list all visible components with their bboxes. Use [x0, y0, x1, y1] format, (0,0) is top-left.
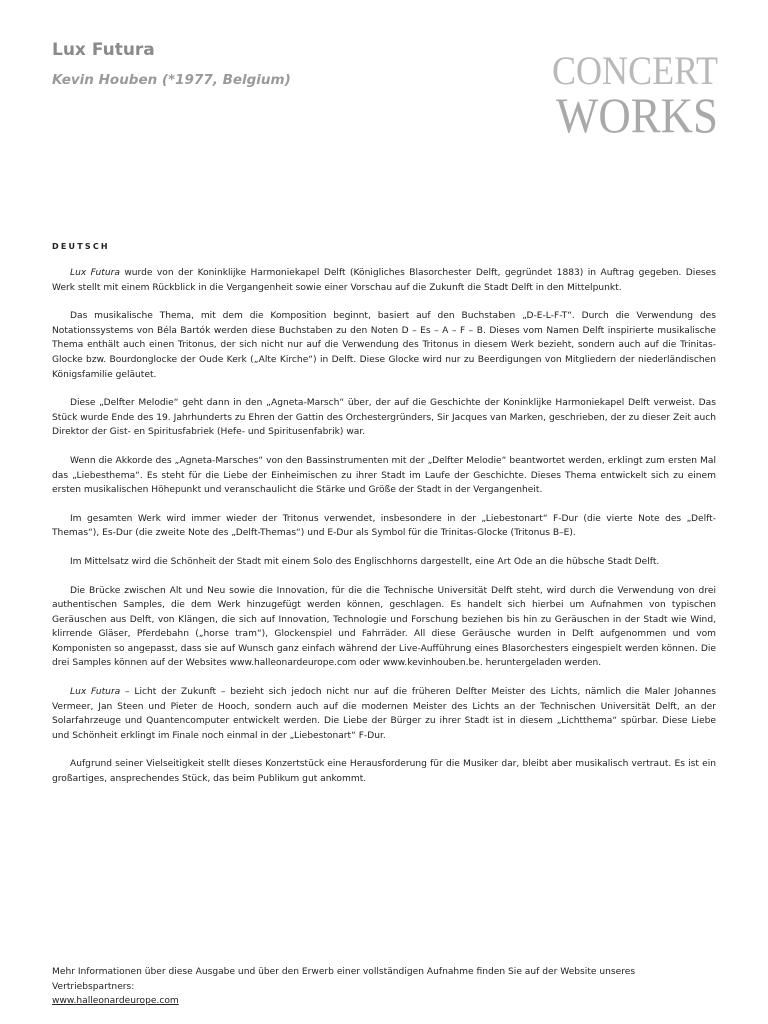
logo-line-works: WORKS — [556, 87, 718, 140]
paragraph: Im Mittelsatz wird die Schönheit der Stadt mit einem Solo des Englischhorns dargestellt, eine Art Ode an die hübsche Stadt Delft. — [70, 556, 660, 567]
document-title: Lux Futura — [52, 40, 155, 60]
paragraph: Lux Futura wurde von der Koninklijke Harmoniekapel Delft (Königliches Blasorchester Delft, gegründet 1883) in Auftrag gegeben. Dieses Werk stellt mit einem Rückblick in die Vergangenheit sowie einer Vorschau auf die Zukunft die Stadt Delft in den Mittelpunkt. — [52, 268, 716, 293]
distributor-link[interactable]: www.halleonardeurope.com — [52, 996, 179, 1007]
work-title-italic: Lux Futura — [70, 687, 121, 698]
footer — [52, 965, 716, 1009]
body-text — [52, 266, 716, 801]
footer-text: Mehr Informationen über diese Ausgabe und über den Erwerb einer vollständigen Aufnahme finden Sie auf der Website unseres Vertriebspartners: — [52, 967, 636, 992]
paragraph: Die Brücke zwischen Alt und Neu sowie die Innovation, für die die Technische Universität Delft steht, wird durch die Verwendung von drei authentischen Samples, die dem Werk hinzugefügt werden können, geschlagen. Es handelt sich hierbei um Aufnahmen von typischen Geräuschen aus Delft, von Klängen, die sich auf Innovation, Technologie und Forschung beziehen bis hin zu Geräuschen in der Stadt wie Wind, klirrende Gläser, Pferdebahn („horse tram“), Glockenspiel und Fahrräder. All diese Geräusche wurden in Delft aufgenommen und vom Komponisten so angepasst, dass sie auf Wunsch ganz einfach während der Live-Aufführung eines Blasorchesters eingespielt werden können. Die drei Samples können auf der Websites www.halleonardeurope.com oder www.kevinhouben.be. heruntergeladen werden. — [52, 585, 716, 669]
paragraph: Diese „Delfter Melodie“ geht dann in den „Agneta-Marsch“ über, der auf die Geschichte der Koninklijke Harmoniekapel Delft verweist. Das Stück wurde Ende des 19. Jahrhunderts zu Ehren der Gattin des Orchestergründers, Sir Jacques van Marken, geschrieben, der zu dieser Zeit auch Direktor der Gist- en Spiritusfabriek (Hefe- und Spiritusenfabrik) war. — [52, 398, 716, 438]
composer-line: Kevin Houben (*1977, Belgium) — [52, 72, 291, 88]
logo-line-concert: CONCERT — [552, 48, 718, 93]
paragraph: Lux Futura – Licht der Zukunft – bezieht sich jedoch nicht nur auf die früheren Delfter Meister des Lichts, nämlich die Maler Johannes Vermeer, Jan Steen und Pieter de Hooch, sondern auch auf die modernen Meister des Lichts an der Technischen Universität Delft, an der Solarfahrzeuge und Quantencomputer entwickelt werden. Die Liebe der Bürger zu ihrer Stadt ist in diesem „Lichtthema“ spürbar. Diese Liebe und Schönheit erklingt im Finale noch einmal in der „Liebestonart“ F-Dur. — [52, 687, 716, 741]
paragraph: Wenn die Akkorde des „Agneta-Marsches“ von den Bassinstrumenten mit der „Delfter Melodie“ beantwortet werden, erklingt zum ersten Mal das „Liebesthema“. Es steht für die Liebe der Einheimischen zu ihrer Stadt im Laufe der Geschichte. Dieses Thema entwickelt sich zu einem ersten musikalischen Höhepunkt und veranschaulicht die Stärke und Größe der Stadt in der Vergangenheit. — [52, 455, 716, 496]
work-title-italic: Lux Futura — [70, 268, 120, 278]
paragraph: Im gesamten Werk wird immer wieder der Tritonus verwendet, insbesondere in der „Liebestonart“ F-Dur (die vierte Note des „Delft-Themas“), Es-Dur (die zweite Note des „Delft-Themas“) und E-Dur als Symbol für die Trinitas-Glocke (Tritonus B–E). — [52, 513, 716, 539]
language-label: DEUTSCH — [52, 242, 110, 251]
paragraph: Aufgrund seiner Vielseitigkeit stellt dieses Konzertstück eine Herausforderung für die Musiker dar, bleibt aber musikalisch vertraut. Es ist ein großartiges, ansprechendes Stück, das beim Publikum gut ankommt. — [52, 759, 716, 785]
concert-works-logo — [550, 40, 720, 140]
paragraph: Das musikalische Thema, mit dem die Komposition beginnt, basiert auf den Buchstaben „D-E-L-F-T“. Durch die Verwendung des Notationssystems von Béla Bartók werden diese Buchstaben zu den Noten D – Es – A – F – B. Dieses vom Namen Delft inspirierte musikalische Thema enthält auch einen Tritonus, der sich nicht nur auf die Verwendung des Tritonus in diesem Werk bezieht, sondern auch auf die Trinitas-Glocke bzw. Bourdonglocke der Oude Kerk („Alte Kirche“) in Delft. Diese Glocke wird nur zu Beerdigungen von Mitgliedern der niederländischen Königsfamilie geläutet. — [52, 311, 716, 380]
